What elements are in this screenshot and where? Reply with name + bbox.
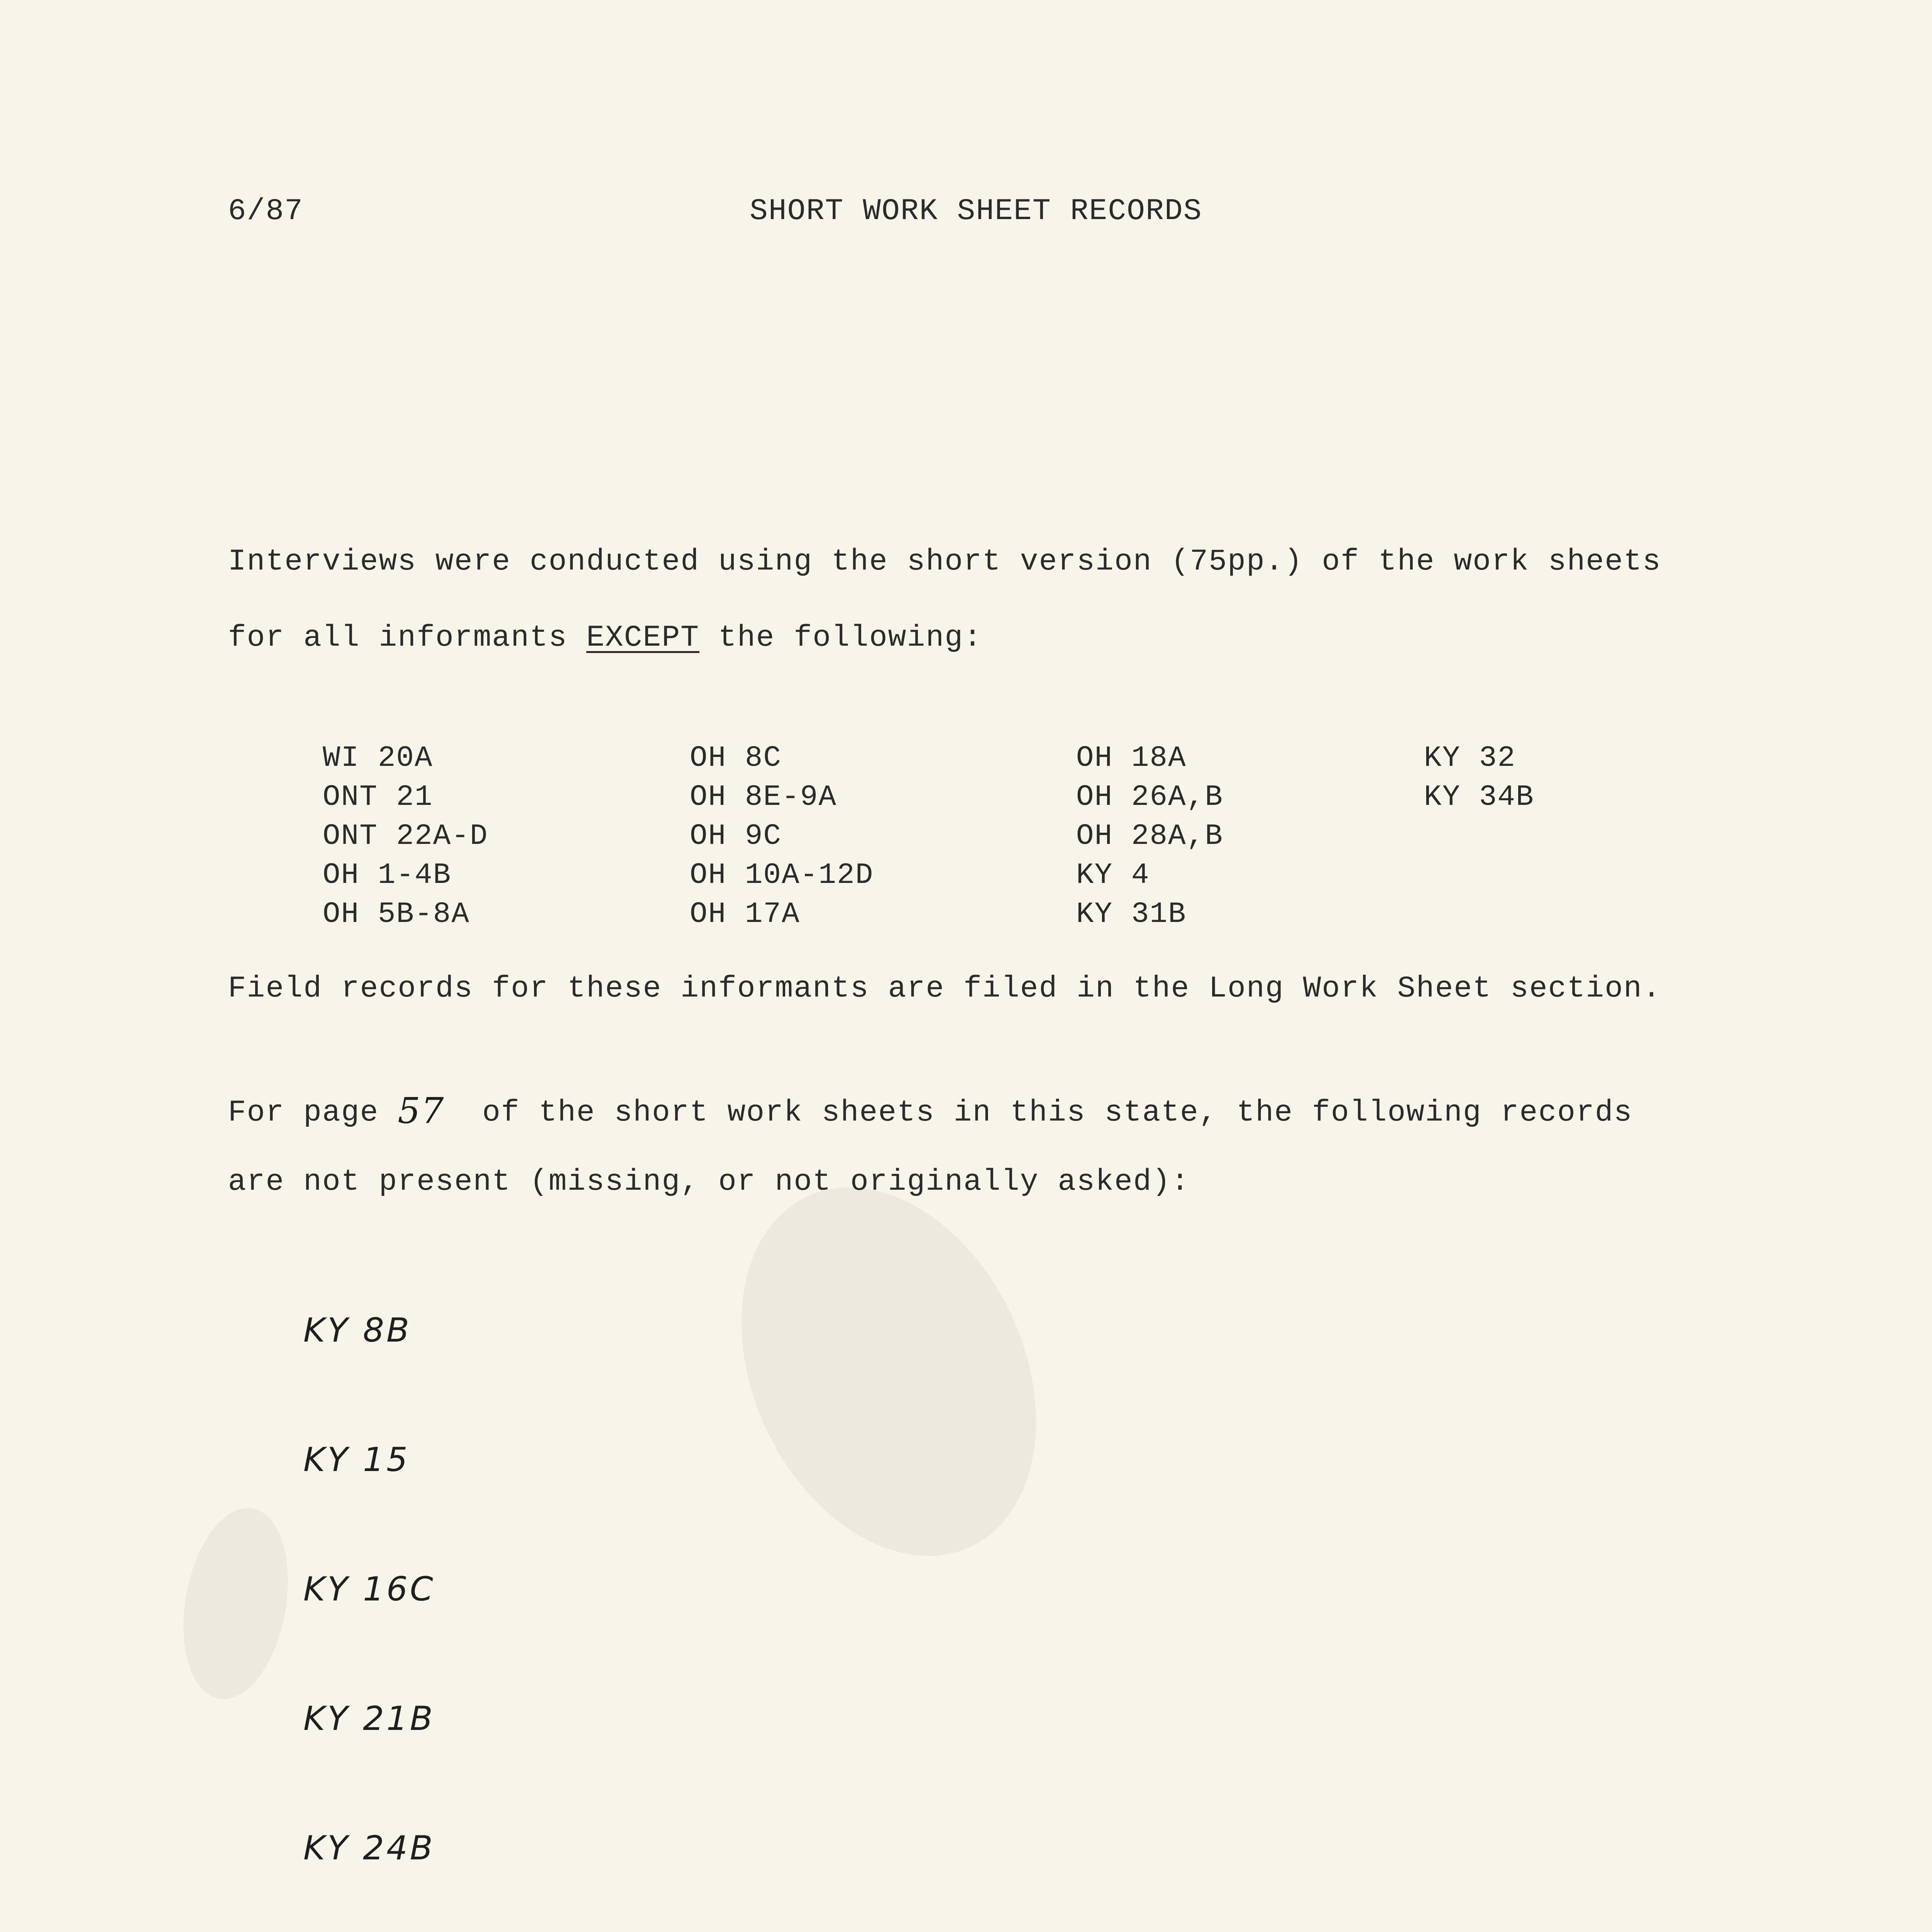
missing-line-2: are not present (missing, or not originally asked): bbox=[228, 1165, 1190, 1199]
exception-column-3 bbox=[1076, 739, 1223, 934]
exception-item: OH 1-4B bbox=[323, 859, 452, 892]
missing-record: KY 15 bbox=[303, 1440, 410, 1479]
paper-smudge bbox=[684, 1139, 1093, 1604]
exception-item: ONT 21 bbox=[323, 781, 433, 814]
intro-line-2-suffix: the following: bbox=[699, 621, 983, 655]
exception-column-2 bbox=[690, 739, 874, 934]
exception-item: WI 20A bbox=[323, 742, 433, 775]
exception-item: OH 5B-8A bbox=[323, 898, 470, 931]
exception-item: KY 31B bbox=[1076, 898, 1187, 931]
missing-record: KY 24B bbox=[303, 1829, 435, 1867]
exception-item: OH 18A bbox=[1076, 742, 1187, 775]
exception-column-1 bbox=[323, 739, 488, 934]
except-emphasis: EXCEPT bbox=[586, 621, 700, 655]
exception-item: OH 10A-12D bbox=[690, 859, 874, 892]
exception-item: OH 8C bbox=[690, 742, 782, 775]
intro-line-2-prefix: for all informants bbox=[228, 621, 587, 655]
paper-smudge bbox=[170, 1500, 302, 1708]
intro-line-2 bbox=[228, 623, 982, 653]
exception-column-4 bbox=[1424, 739, 1534, 817]
intro-line-1: Interviews were conducted using the short version (75pp.) of the work sheets bbox=[228, 545, 1662, 579]
exception-item: ONT 22A-D bbox=[323, 820, 488, 853]
header-date: 6/87 bbox=[228, 194, 304, 228]
handwritten-page-number: 57 bbox=[398, 1090, 445, 1131]
field-records-note: Field records for these informants are filed in the Long Work Sheet section. bbox=[228, 972, 1662, 1006]
exception-item: OH 9C bbox=[690, 820, 782, 853]
page-title: SHORT WORK SHEET RECORDS bbox=[750, 194, 1202, 228]
exception-item: KY 34B bbox=[1424, 781, 1534, 814]
missing-line-1-suffix: of the short work sheets in this state, the following records bbox=[444, 1096, 1633, 1130]
exception-item: OH 28A,B bbox=[1076, 820, 1223, 853]
missing-record: KY 16C bbox=[303, 1570, 435, 1609]
missing-records-list bbox=[303, 1311, 438, 1932]
missing-line-1 bbox=[228, 1090, 1633, 1131]
missing-record: KY 21B bbox=[303, 1699, 435, 1738]
exception-item: OH 17A bbox=[690, 898, 800, 931]
missing-line-1-prefix: For page bbox=[228, 1096, 398, 1130]
exception-item: KY 4 bbox=[1076, 859, 1150, 892]
exception-item: OH 8E-9A bbox=[690, 781, 837, 814]
exception-item: OH 26A,B bbox=[1076, 781, 1223, 814]
missing-record: KY 8B bbox=[303, 1311, 412, 1350]
exception-item: KY 32 bbox=[1424, 742, 1516, 775]
